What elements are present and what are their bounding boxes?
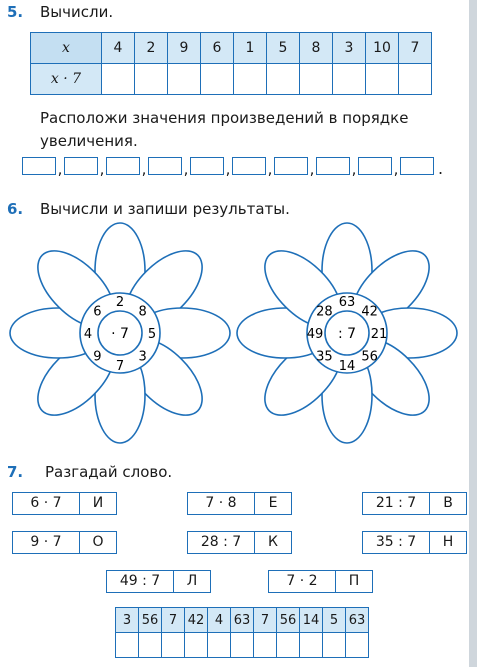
task6-title: Вычисли и запиши результаты.: [40, 200, 290, 218]
code-card: [106, 570, 211, 593]
comma: ,: [351, 160, 357, 178]
petal-number: 5: [147, 327, 157, 342]
task5-table: [30, 32, 432, 95]
answer-box[interactable]: [22, 157, 56, 175]
decode-value: 5: [323, 608, 346, 633]
product-cell[interactable]: [333, 64, 366, 95]
petal-number: 7: [115, 359, 125, 374]
decode-value: 63: [231, 608, 254, 633]
letter-cell[interactable]: [300, 633, 323, 658]
code-card: [187, 492, 292, 515]
answer-box[interactable]: [106, 157, 140, 175]
card-letter: И: [92, 495, 104, 511]
decode-value: 7: [254, 608, 277, 633]
decode-values-row: [116, 608, 369, 633]
product-cell[interactable]: [399, 64, 432, 95]
x-value: 6: [201, 33, 234, 64]
comma: ,: [267, 160, 273, 178]
decode-letters-row: [116, 633, 369, 658]
center-operation: : 7: [337, 326, 357, 342]
card-letter: В: [443, 495, 453, 511]
product-cell[interactable]: [366, 64, 399, 95]
letter-cell[interactable]: [346, 633, 369, 658]
card-expression: 49 : 7: [107, 571, 174, 592]
card-letter: Е: [268, 495, 278, 511]
product-cell[interactable]: [300, 64, 333, 95]
task5-instruction: Расположи значения произведений в порядке увеличения.: [40, 109, 409, 150]
page-edge: [469, 0, 477, 667]
comma: ,: [309, 160, 315, 178]
flower-multiply: [10, 223, 230, 443]
card-expression: 9 · 7: [13, 532, 80, 553]
x-value: 1: [234, 33, 267, 64]
letter-cell[interactable]: [162, 633, 185, 658]
petal-number: 4: [83, 327, 93, 342]
x-value: 5: [267, 33, 300, 64]
task7-number: 7.: [7, 463, 24, 481]
petal-number: 3: [138, 349, 147, 365]
petal-number: 2: [115, 295, 125, 310]
decode-value: 42: [185, 608, 208, 633]
petal-number: 9: [93, 349, 102, 365]
petal-number: 49: [306, 327, 324, 342]
product-cell[interactable]: [102, 64, 135, 95]
task7-title: Разгадай слово.: [45, 463, 173, 481]
code-card: [268, 570, 373, 593]
task5-number: 5.: [7, 3, 24, 21]
card-expression: 21 : 7: [363, 493, 430, 514]
flowers-svg: [0, 218, 470, 453]
x-value: 3: [333, 33, 366, 64]
decode-value: 14: [300, 608, 323, 633]
letter-cell[interactable]: [116, 633, 139, 658]
decode-value: 63: [346, 608, 369, 633]
x-value: 2: [135, 33, 168, 64]
decode-value: 56: [139, 608, 162, 633]
petal-number: 8: [138, 304, 147, 320]
x-value: 10: [366, 33, 399, 64]
letter-cell[interactable]: [254, 633, 277, 658]
code-card: [12, 492, 117, 515]
petal-number: 56: [361, 349, 378, 365]
product-cell[interactable]: [201, 64, 234, 95]
product-cell[interactable]: [234, 64, 267, 95]
card-expression: 28 : 7: [188, 532, 255, 553]
code-card: [362, 492, 467, 515]
petal-number: 14: [338, 359, 356, 374]
answer-box[interactable]: [358, 157, 392, 175]
answer-box[interactable]: [274, 157, 308, 175]
product-cell[interactable]: [135, 64, 168, 95]
product-cell[interactable]: [267, 64, 300, 95]
row-label-x: x: [31, 33, 102, 64]
task6-number: 6.: [7, 200, 24, 218]
decode-table: [115, 607, 369, 658]
x-value: 8: [300, 33, 333, 64]
card-expression: 7 · 2: [269, 571, 336, 592]
x-value: 7: [399, 33, 432, 64]
card-letter: Н: [442, 534, 454, 550]
flower-divide: [237, 223, 457, 443]
comma: ,: [141, 160, 147, 178]
answer-box[interactable]: [148, 157, 182, 175]
table-row-x: [31, 33, 432, 64]
petal-number: 28: [316, 304, 333, 320]
decode-value: 4: [208, 608, 231, 633]
letter-cell[interactable]: [208, 633, 231, 658]
period: .: [438, 159, 444, 178]
x-value: 9: [168, 33, 201, 64]
card-letter: К: [268, 534, 278, 550]
decode-value: 56: [277, 608, 300, 633]
table-row-product: [31, 64, 432, 95]
row-label-product: x · 7: [31, 64, 102, 95]
task5-title: Вычисли.: [40, 3, 114, 21]
comma: ,: [393, 160, 399, 178]
petal-number: 42: [361, 304, 378, 320]
center-operation: · 7: [111, 326, 129, 342]
letter-cell[interactable]: [185, 633, 208, 658]
letter-cell[interactable]: [323, 633, 346, 658]
answer-box[interactable]: [190, 157, 224, 175]
code-card: [187, 531, 292, 554]
answer-boxes: [22, 157, 444, 178]
comma: ,: [183, 160, 189, 178]
petal-number: 6: [93, 304, 102, 320]
x-value: 4: [102, 33, 135, 64]
card-expression: 7 · 8: [188, 493, 255, 514]
card-letter: Л: [186, 573, 198, 589]
comma: ,: [57, 160, 63, 178]
comma: ,: [99, 160, 105, 178]
petal-number: 21: [370, 327, 388, 342]
card-expression: 35 : 7: [363, 532, 430, 553]
letter-cell[interactable]: [139, 633, 162, 658]
petal-number: 35: [316, 349, 333, 365]
decode-value: 3: [116, 608, 139, 633]
letter-cell[interactable]: [277, 633, 300, 658]
product-cell[interactable]: [168, 64, 201, 95]
card-letter: П: [348, 573, 360, 589]
answer-box[interactable]: [400, 157, 434, 175]
decode-value: 7: [162, 608, 185, 633]
petal-number: 63: [338, 295, 356, 310]
card-letter: О: [92, 534, 104, 550]
letter-cell[interactable]: [231, 633, 254, 658]
code-card: [12, 531, 117, 554]
answer-box[interactable]: [316, 157, 350, 175]
comma: ,: [225, 160, 231, 178]
code-card: [362, 531, 467, 554]
answer-box[interactable]: [232, 157, 266, 175]
answer-box[interactable]: [64, 157, 98, 175]
card-expression: 6 · 7: [13, 493, 80, 514]
